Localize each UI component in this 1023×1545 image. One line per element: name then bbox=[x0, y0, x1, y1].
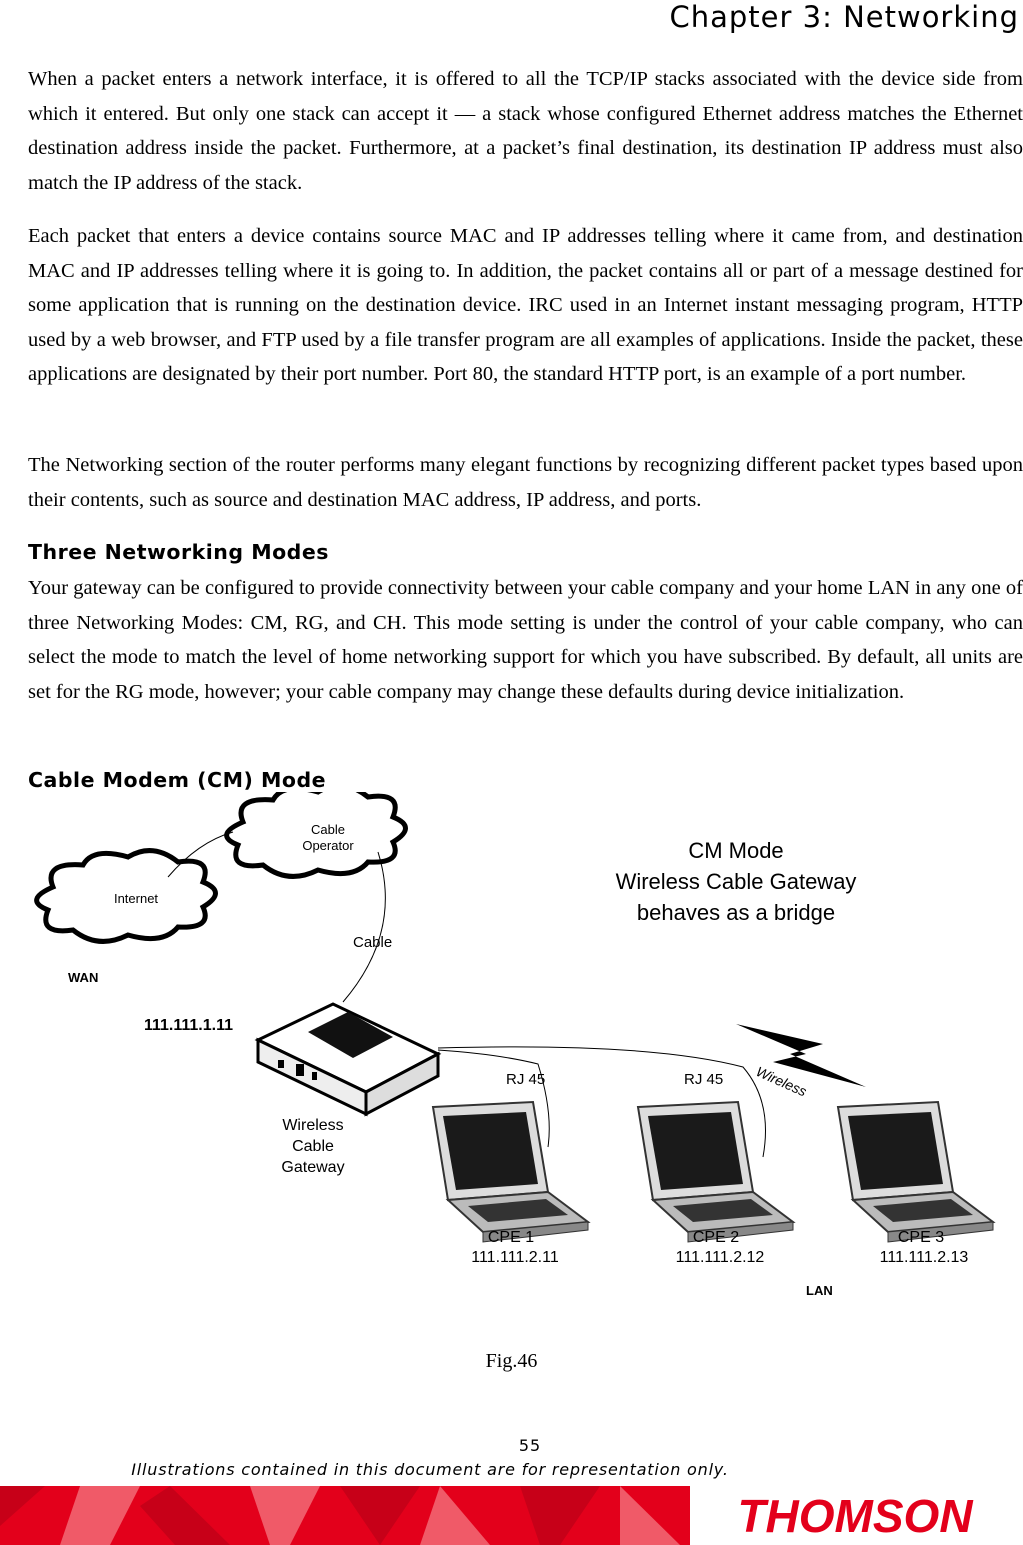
laptop-icon-cpe2 bbox=[638, 1102, 793, 1242]
cable-label: Cable bbox=[353, 934, 393, 951]
wan-label: WAN bbox=[68, 970, 99, 985]
figure-caption: Fig.46 bbox=[485, 1350, 538, 1372]
cpe3-label: CPE 3 bbox=[897, 1229, 945, 1246]
cable-operator-label-1: Cable bbox=[311, 822, 345, 837]
thomson-logo: THOMSON bbox=[737, 1490, 973, 1542]
paragraph-networking-modes: Your gateway can be configured to provide connectivity between your cable company and your home LAN in any one of three Networking Modes: CM, RG, and CH. This mode setting is under the control of your cable company, who can select the mode to match the level of home networking support for which you have subscribed. By default, all units are set for the RG mode, however; your cable company may change these defaults during device initialization. bbox=[28, 577, 1023, 703]
internet-label: Internet bbox=[113, 891, 159, 906]
wireless-cable-gateway-icon bbox=[258, 1004, 438, 1114]
gateway-ip-label: 111.111.1.11 bbox=[144, 1017, 234, 1034]
heading-three-networking-modes: Three Networking Modes bbox=[28, 540, 329, 564]
laptop-icon-cpe1 bbox=[433, 1102, 588, 1242]
heading-cable-modem-mode: Cable Modem (CM) Mode bbox=[28, 768, 327, 792]
cpe3-ip: 111.111.2.13 bbox=[879, 1249, 969, 1266]
gateway-label-2: Cable bbox=[292, 1138, 334, 1155]
paragraph-tcpip-stacks: When a packet enters a network interface, it is offered to all the TCP/IP stacks associated with the device side from which it entered. But only one stack can accept it — a stack whose configured Ethernet address matches the Ethernet destination address inside the packet. Furthermore, at a packet’s final destination, its destination IP address must also match the IP address of the stack. bbox=[28, 68, 1023, 194]
gateway-label-3: Gateway bbox=[281, 1159, 345, 1176]
wireless-label: Wireless bbox=[753, 1063, 810, 1100]
diagram-title-3: behaves as a bridge bbox=[636, 900, 836, 925]
diagram-title-2: Wireless Cable Gateway bbox=[615, 869, 857, 894]
footer-banner bbox=[0, 1486, 1023, 1545]
rj45-label-2: RJ 45 bbox=[684, 1071, 724, 1088]
cpe1-ip: 111.111.2.11 bbox=[471, 1249, 559, 1266]
rj45-label-1: RJ 45 bbox=[506, 1071, 546, 1088]
disclaimer: Illustrations contained in this document are for representation only. bbox=[131, 1460, 729, 1479]
cm-mode-diagram bbox=[28, 792, 1023, 1312]
chapter-header: Chapter 3: Networking bbox=[669, 0, 1019, 34]
page-number: 55 bbox=[518, 1436, 542, 1455]
cpe2-label: CPE 2 bbox=[692, 1229, 740, 1246]
paragraph-networking-section: The Networking section of the router performs many elegant functions by recognizing different packet types based upon their contents, such as source and destination MAC address, IP address, and ports. bbox=[28, 454, 1023, 511]
laptop-icon-cpe3 bbox=[838, 1102, 993, 1242]
cpe1-label: CPE 1 bbox=[487, 1229, 535, 1246]
paragraph-packet-contents: Each packet that enters a device contains source MAC and IP addresses telling where it came from, and destination MAC and IP addresses telling where it is going to. In addition, the packet contains all or part of a message destined for some application that is running on the destination device. IRC used in an Internet instant messaging program, HTTP used by a web browser, and FTP used by a file transfer program are all examples of applications. Inside the packet, these applications are designated by their port number. Port 80, the standard HTTP port, is an example of a port number. bbox=[28, 225, 1023, 386]
lan-label: LAN bbox=[806, 1283, 833, 1298]
gateway-label-1: Wireless bbox=[282, 1117, 344, 1134]
cpe2-ip: 111.111.2.12 bbox=[675, 1249, 765, 1266]
cable-operator-label-2: Operator bbox=[302, 838, 354, 853]
diagram-title-1: CM Mode bbox=[688, 838, 784, 863]
